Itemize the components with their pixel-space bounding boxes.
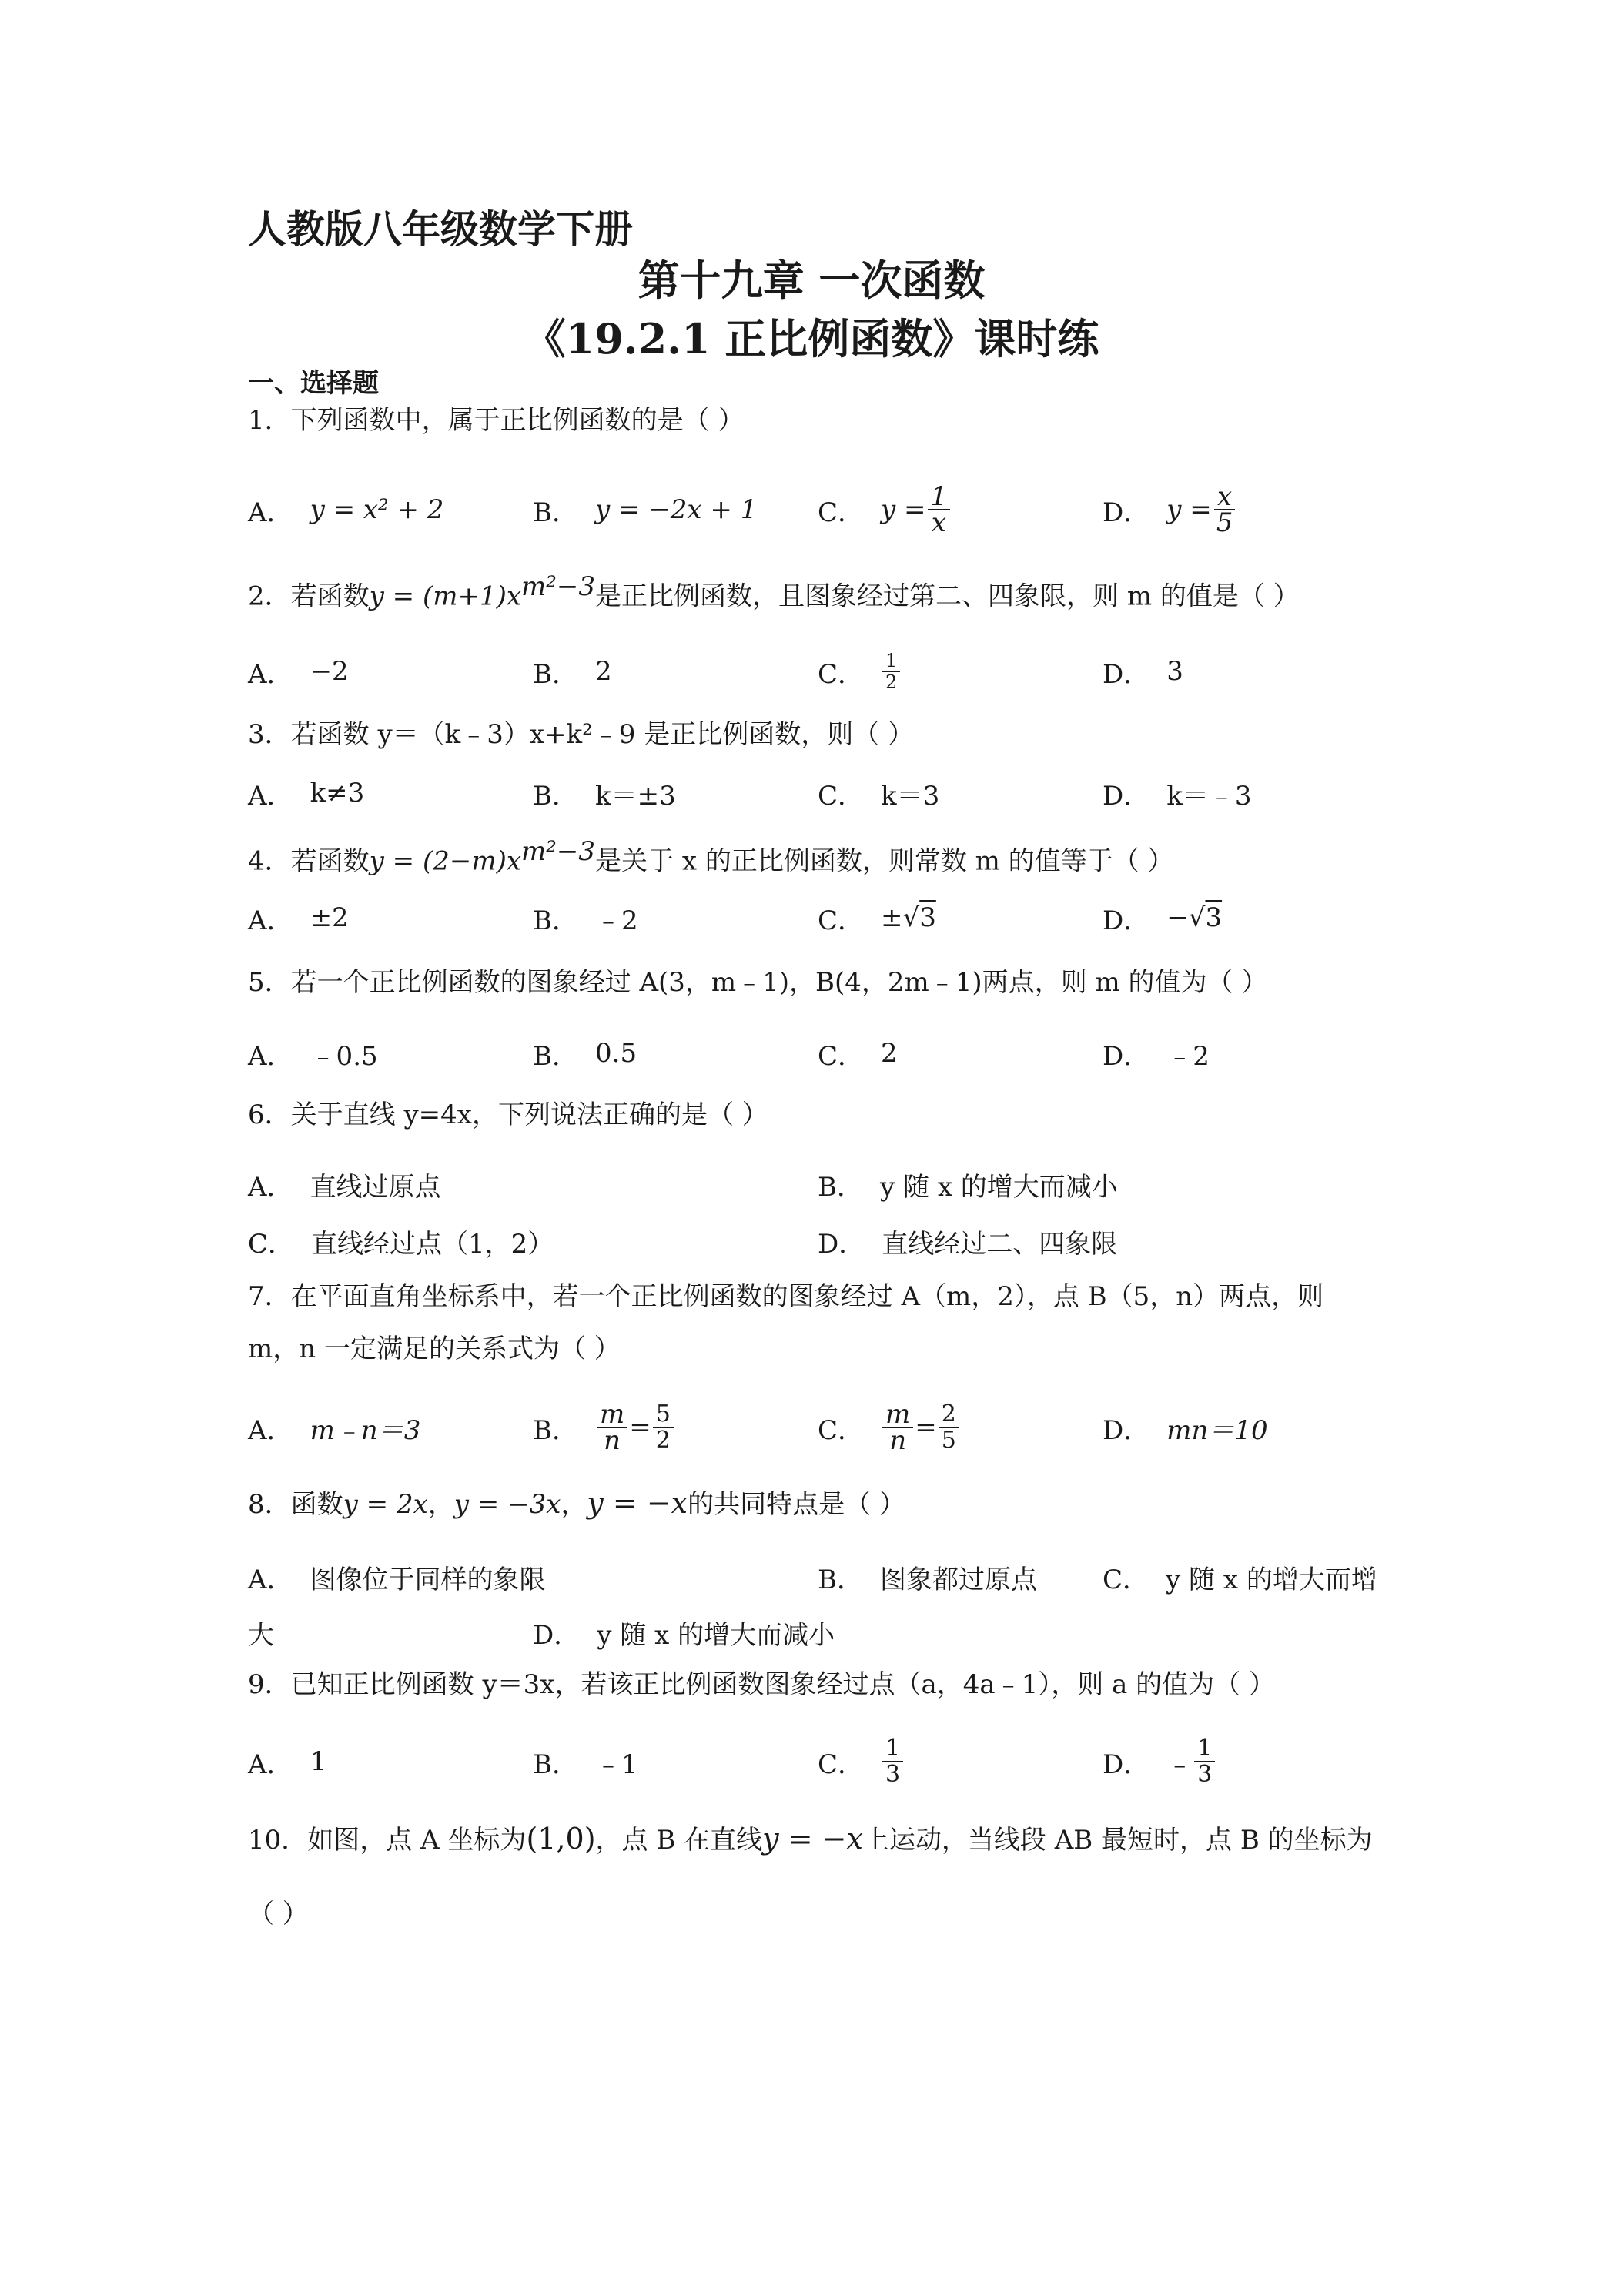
option-a: A． 1	[248, 1746, 327, 1780]
option-b: B． y = −2x + 1	[533, 494, 758, 528]
question-10-answer-blank: （ ）	[248, 1899, 309, 1930]
question-9-prompt: 9．已知正比例函数 y＝3x，若该正比例函数图象经过点（a，4a﹣1），则 a 的值为（ ）	[248, 1669, 1275, 1700]
option-b: B． 图象都过原点	[818, 1564, 1037, 1595]
fraction: $\frac{m}{n}$	[882, 1402, 913, 1453]
option-d: D． ﹣2	[1103, 1040, 1210, 1072]
question-8-options-row2	[248, 1609, 1387, 1655]
question-5-options	[248, 1030, 1387, 1076]
option-c: C． y = $\frac{1}{x}$	[818, 487, 952, 533]
chapter-title: 第十九章 一次函数	[637, 256, 986, 305]
option-a: A． k≠3	[248, 778, 365, 812]
fraction: $\frac{m}{n}$	[597, 1402, 627, 1453]
question-8-prompt: 8．函数y = 2x，y = −3x，y = −x的共同特点是（ ）	[248, 1486, 905, 1520]
fraction: $\frac{5}{2}$	[653, 1402, 674, 1453]
option-b: B． y 随 x 的增大而减小	[818, 1171, 1118, 1203]
question-3-prompt: 3．若函数 y＝（k﹣3）x+k²﹣9 是正比例函数，则（ ）	[248, 719, 915, 750]
question-2-prompt: 2．若函数$y = (m+1)x^{m^2-3}$是正比例函数，且图象经过第二、四象限，则 m 的值是（ ）	[248, 571, 1300, 612]
fraction: $\frac{2}{5}$	[939, 1402, 959, 1453]
option-a: A． 图像位于同样的象限	[248, 1564, 546, 1595]
option-d: D． mn＝10	[1103, 1414, 1268, 1446]
question-2-options	[248, 648, 1387, 694]
option-c-wrap: 大	[248, 1619, 274, 1651]
option-c: C． 直线经过点（1，2）	[248, 1228, 554, 1260]
option-a: A． ﹣0.5	[248, 1040, 378, 1072]
fraction: $\frac{1}{3}$	[1194, 1736, 1215, 1787]
option-b: B． $\frac{m}{n}$ = $\frac{5}{2}$	[533, 1404, 675, 1451]
option-c: C． $\frac{1}{2}$	[818, 648, 902, 694]
option-c: C． k＝3	[818, 780, 940, 812]
option-b: B． ﹣1	[533, 1749, 638, 1780]
question-10-prompt: 10．如图，点 A 坐标为(1,0)，点 B 在直线y = −x上运动，当线段 AB 最短时，点 B 的坐标为	[248, 1822, 1373, 1856]
option-d: D． y 随 x 的增大而减小	[533, 1619, 835, 1651]
option-b: B． 2	[533, 656, 612, 690]
option-a: A． −2	[248, 656, 349, 690]
option-a: A． m﹣n＝3	[248, 1414, 421, 1446]
question-7-options	[248, 1399, 1387, 1456]
option-c: C． $\frac{1}{3}$	[818, 1739, 905, 1785]
option-b: B． ﹣2	[533, 905, 638, 936]
option-d: D． 直线经过二、四象限	[818, 1228, 1118, 1260]
option-a: A． 直线过原点	[248, 1171, 441, 1203]
question-4-options	[248, 895, 1387, 941]
option-c: C． 2	[818, 1038, 898, 1072]
question-8-options-row1	[248, 1554, 1387, 1600]
publisher-title: 人教版八年级数学下册	[248, 206, 633, 252]
fraction: $\frac{1}{3}$	[882, 1736, 903, 1787]
sqrt-icon: √	[902, 902, 920, 933]
question-3-options	[248, 770, 1387, 816]
fraction: $\frac{1}{2}$	[882, 651, 900, 692]
question-7-prompt-line1: 7．在平面直角坐标系中，若一个正比例函数的图象经过 A（m，2），点 B（5，n）两点，则	[248, 1281, 1324, 1312]
question-5-prompt: 5．若一个正比例函数的图象经过 A(3，m﹣1)，B(4，2m﹣1)两点，则 m 的值为（ ）	[248, 967, 1268, 998]
option-d: D． − √ 3	[1103, 902, 1223, 936]
lesson-title: 《19.2.1 正比例函数》课时练	[524, 314, 1099, 363]
option-c: C． y 随 x 的增大而增	[1103, 1564, 1377, 1595]
question-1-options	[248, 481, 1387, 538]
section-heading: 一、选择题	[248, 368, 379, 399]
question-6-prompt: 6．关于直线 y=4x，下列说法正确的是（ ）	[248, 1099, 768, 1130]
option-d: D． 3	[1103, 656, 1183, 690]
option-b: B． k＝±3	[533, 780, 676, 812]
option-b: B． 0.5	[533, 1038, 637, 1072]
fraction: $\frac{x}{5}$	[1213, 484, 1236, 535]
option-a: A． y = x² + 2	[248, 494, 444, 528]
question-9-options	[248, 1735, 1387, 1788]
option-d: D． ﹣ $\frac{1}{3}$	[1103, 1739, 1216, 1785]
option-d: D． k＝﹣3	[1103, 780, 1252, 812]
option-c: C． ± √ 3	[818, 902, 936, 936]
question-6-options-row2	[248, 1218, 1387, 1264]
question-6-options-row1	[248, 1161, 1387, 1207]
fraction: $\frac{1}{x}$	[928, 484, 951, 535]
option-c: C． $\frac{m}{n}$ = $\frac{2}{5}$	[818, 1404, 961, 1451]
option-d: D． y = $\frac{x}{5}$	[1103, 487, 1237, 533]
question-4-prompt: 4．若函数$y = (2-m)x^{m^2-3}$是关于 x 的正比例函数，则常数 m 的值等于（ ）	[248, 836, 1174, 877]
sqrt-icon: √	[1188, 902, 1206, 933]
question-7-prompt-line2: m，n 一定满足的关系式为（ ）	[248, 1334, 621, 1364]
option-a: A． ±2	[248, 902, 349, 936]
question-1-prompt: 1．下列函数中，属于正比例函数的是（ ）	[248, 405, 745, 436]
